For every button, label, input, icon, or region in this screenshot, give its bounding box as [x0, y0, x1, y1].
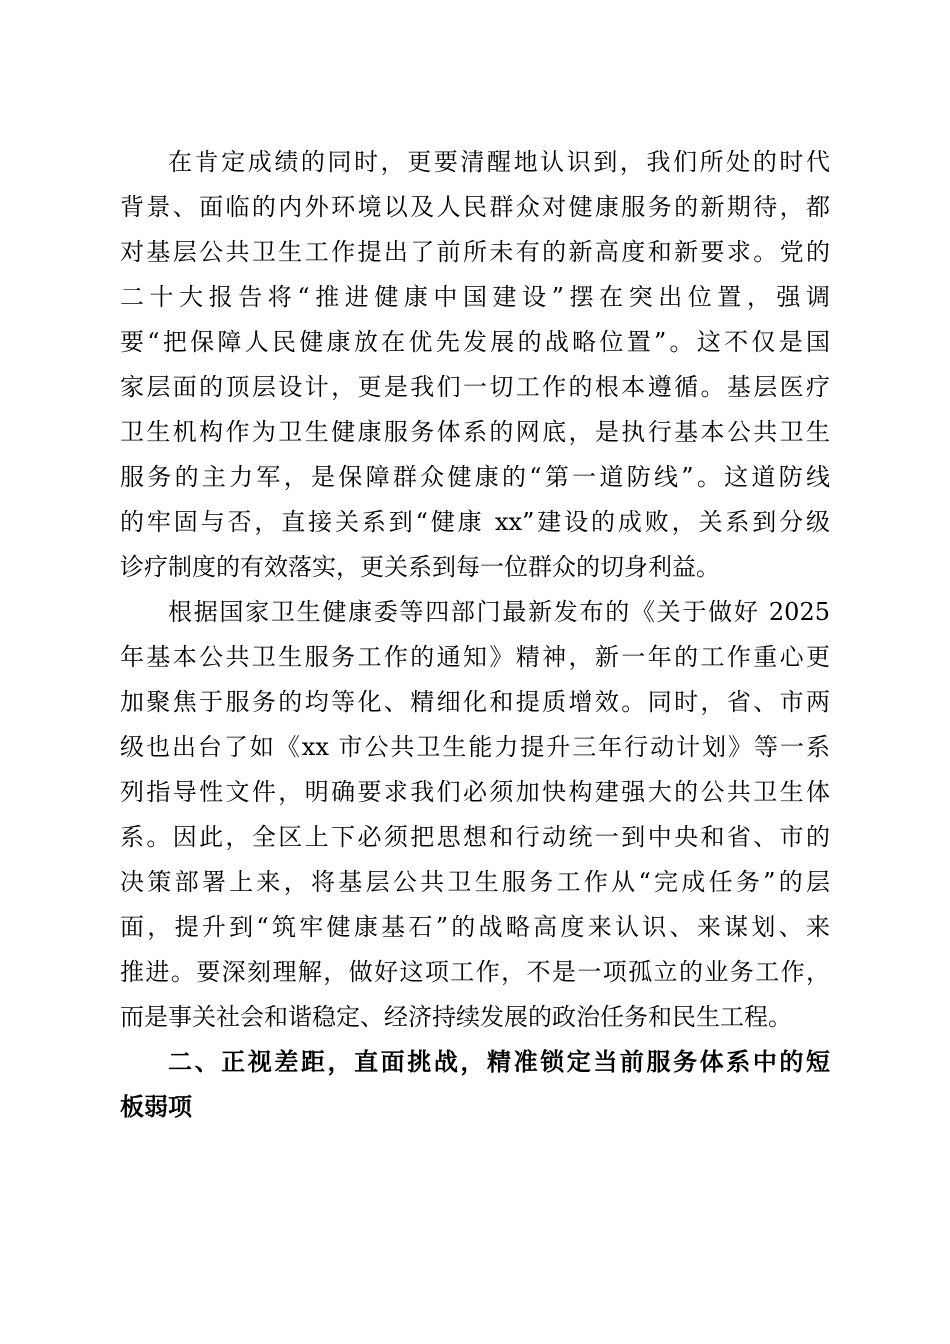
heading-line: 二、正视差距，直面挑战，精准锁定当前服务体系中的短: [168, 1048, 830, 1076]
paragraph-line: 服务的主力军，是保障群众健康的“第一道防线”。这道防线: [120, 463, 830, 491]
paragraph-line: 诊疗制度的有效落实，更关系到每一位群众的切身利益。: [120, 553, 720, 581]
paragraph-line: 对基层公共卫生工作提出了前所未有的新高度和新要求。党的: [120, 238, 830, 266]
paragraph-line: 加聚焦于服务的均等化、精细化和提质增效。同时，省、市两: [120, 688, 830, 716]
paragraph-line: 决策部署上来，将基层公共卫生服务工作从“完成任务”的层: [120, 868, 830, 896]
paragraph-line: 年基本公共卫生服务工作的通知》精神，新一年的工作重心更: [120, 643, 830, 671]
paragraph-line: 推进。要深刻理解，做好这项工作，不是一项孤立的业务工作，: [120, 958, 830, 986]
paragraph-line: 背景、面临的内外环境以及人民群众对健康服务的新期待，都: [120, 193, 830, 221]
paragraph-line: 列指导性文件，明确要求我们必须加快构建强大的公共卫生体: [120, 778, 830, 806]
paragraph-line: 级也出台了如《xx 市公共卫生能力提升三年行动计划》等一系: [120, 733, 830, 761]
paragraph-line: 在肯定成绩的同时，更要清醒地认识到，我们所处的时代: [168, 148, 830, 176]
paragraph-line: 二十大报告将“推进健康中国建设”摆在突出位置，强调: [120, 283, 830, 311]
heading-line: 板弱项: [120, 1093, 192, 1121]
paragraph-line: 根据国家卫生健康委等四部门最新发布的《关于做好 2025: [168, 598, 830, 626]
paragraph-line: 卫生机构作为卫生健康服务体系的网底，是执行基本公共卫生: [120, 418, 830, 446]
paragraph-line: 而是事关社会和谐稳定、经济持续发展的政治任务和民生工程。: [120, 1003, 792, 1031]
paragraph-line: 的牢固与否，直接关系到“健康 xx”建设的成败，关系到分级: [120, 508, 830, 536]
paragraph-line: 系。因此，全区上下必须把思想和行动统一到中央和省、市的: [120, 823, 830, 851]
paragraph-line: 面，提升到“筑牢健康基石”的战略高度来认识、来谋划、来: [120, 913, 830, 941]
paragraph-line: 家层面的顶层设计，更是我们一切工作的根本遵循。基层医疗: [120, 373, 830, 401]
paragraph-line: 要“把保障人民健康放在优先发展的战略位置”。这不仅是国: [120, 328, 830, 356]
